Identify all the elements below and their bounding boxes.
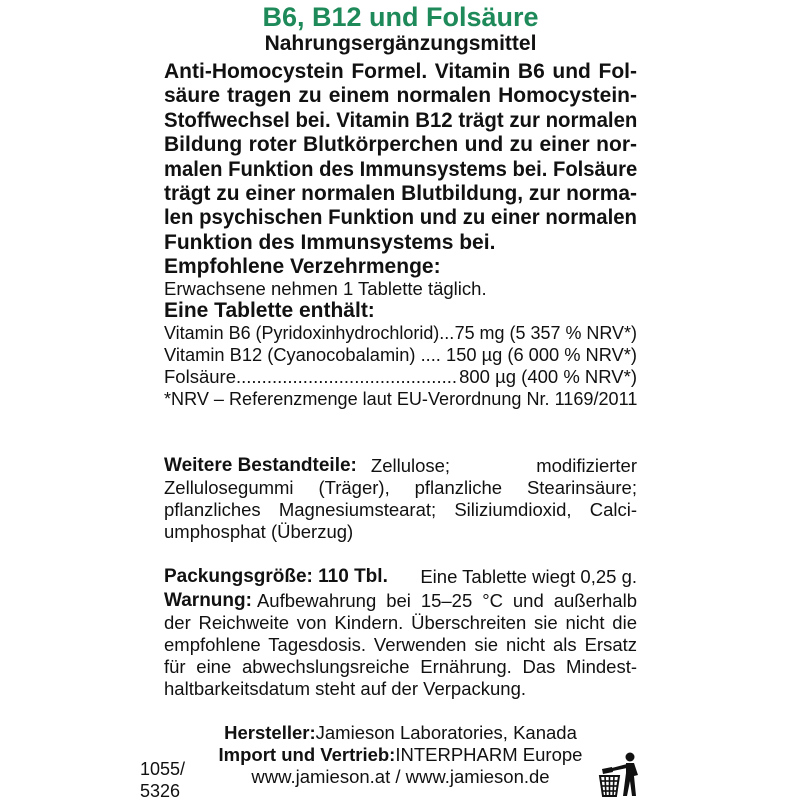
distribution-label: Import und Vertrieb: — [218, 744, 396, 765]
leader-dots: .... — [415, 344, 446, 365]
dosage-heading: Empfohlene Verzehrmenge: — [164, 255, 441, 278]
nrv-footnote: *NRV – Referenzmenge laut EU-Verordnung Nr. 1169/2011 — [164, 388, 638, 409]
ingredients-first-line — [164, 455, 637, 477]
ingredients-line: pflanzliches Magnesiumstearat; Siliziumdioxid, Calci- — [164, 499, 637, 520]
composition-row — [164, 366, 637, 388]
warning-first-line — [164, 590, 637, 612]
leader-dots: ... — [439, 322, 455, 343]
ingredients-section — [164, 455, 637, 543]
manufacturer-line — [164, 722, 637, 744]
dosage-section — [164, 256, 637, 300]
tablet-weight: Eine Tablette wiegt 0,25 g. — [420, 566, 637, 587]
leader-dots: ........................................... — [235, 366, 457, 387]
intro-line: trägt zu einer normalen Blutbildung, zur norma- — [164, 181, 637, 205]
warning-line: empfohlene Tagesdosis. Verwenden sie nicht als Ersatz — [164, 634, 637, 655]
ingredients-line: umphosphat (Überzug) — [164, 521, 354, 542]
product-code-line: 5326 — [140, 781, 181, 801]
warning-line: der Reichweite von Kindern. Überschreiten sie nicht die — [164, 612, 637, 633]
distribution-line — [164, 744, 637, 766]
warning-line: Aufbewahrung bei 15–25 °C und außerhalb — [256, 590, 637, 611]
intro-line: säure tragen zu einem normalen Homocystein- — [164, 84, 637, 108]
warning-line: für eine abwechslungsreiche Ernährung. Das Mindest- — [164, 656, 637, 677]
ingredients-heading: Weitere Bestandteile: — [164, 455, 357, 476]
manufacturer-label: Hersteller: — [224, 722, 316, 743]
nutrient-amount: 800 µg (400 % NRV*) — [459, 366, 637, 387]
warning-line: haltbarkeitsdatum steht auf der Verpackung. — [164, 678, 526, 699]
websites-line: www.jamieson.at / www.jamieson.de — [251, 766, 550, 787]
nutrient-name: Vitamin B12 (Cyanocobalamin) — [164, 344, 416, 365]
footer-section — [164, 722, 637, 788]
warning-heading: Warnung: — [164, 590, 252, 611]
product-title: B6, B12 und Folsäure — [262, 2, 539, 32]
nutrient-amount: 75 mg (5 357 % NRV*) — [454, 322, 637, 343]
composition-heading: Eine Tablette enthält: — [164, 299, 375, 322]
dosage-text: Erwachsene nehmen 1 Tablette täglich. — [164, 278, 487, 299]
composition-section — [164, 300, 637, 410]
ingredients-line: Zellulose; modifizierter — [370, 455, 637, 476]
nutrient-name: Folsäure — [164, 366, 236, 387]
composition-row — [164, 322, 637, 344]
composition-row — [164, 344, 637, 366]
nutrient-amount: 150 µg (6 000 % NRV*) — [446, 344, 637, 365]
intro-line: Bildung roter Blutkörperchen und zu einer nor- — [164, 133, 637, 157]
tidyman-trash-icon — [586, 751, 648, 797]
product-code-line: 1055/ — [140, 759, 186, 779]
distribution-value: INTERPHARM Europe — [395, 744, 583, 765]
product-subtitle: Nahrungsergänzungsmittel — [264, 32, 537, 55]
intro-line: malen Funktion des Immunsystems bei. Folsäure — [164, 157, 638, 181]
intro-line: Anti-Homocystein Formel. Vitamin B6 und Fol- — [164, 60, 637, 83]
intro-line: len psychischen Funktion und zu einer normalen — [164, 206, 637, 230]
package-line — [164, 566, 637, 588]
product-code — [140, 758, 185, 802]
package-heading: Packungsgröße: 110 Tbl. — [164, 566, 388, 587]
package-section — [164, 566, 637, 588]
intro-line: Stoffwechsel bei. Vitamin B12 trägt zur normalen — [164, 108, 638, 132]
intro-line: Funktion des Immunsystems bei. — [164, 230, 496, 254]
warning-section — [164, 590, 637, 700]
nutrient-name: Vitamin B6 (Pyridoxinhydrochlorid) — [164, 322, 440, 343]
ingredients-line: Zellulosegummi (Träger), pflanzliche Stearinsäure; — [164, 477, 637, 498]
intro-paragraph — [164, 60, 637, 255]
manufacturer-value: Jamieson Laboratories, Kanada — [315, 722, 577, 743]
